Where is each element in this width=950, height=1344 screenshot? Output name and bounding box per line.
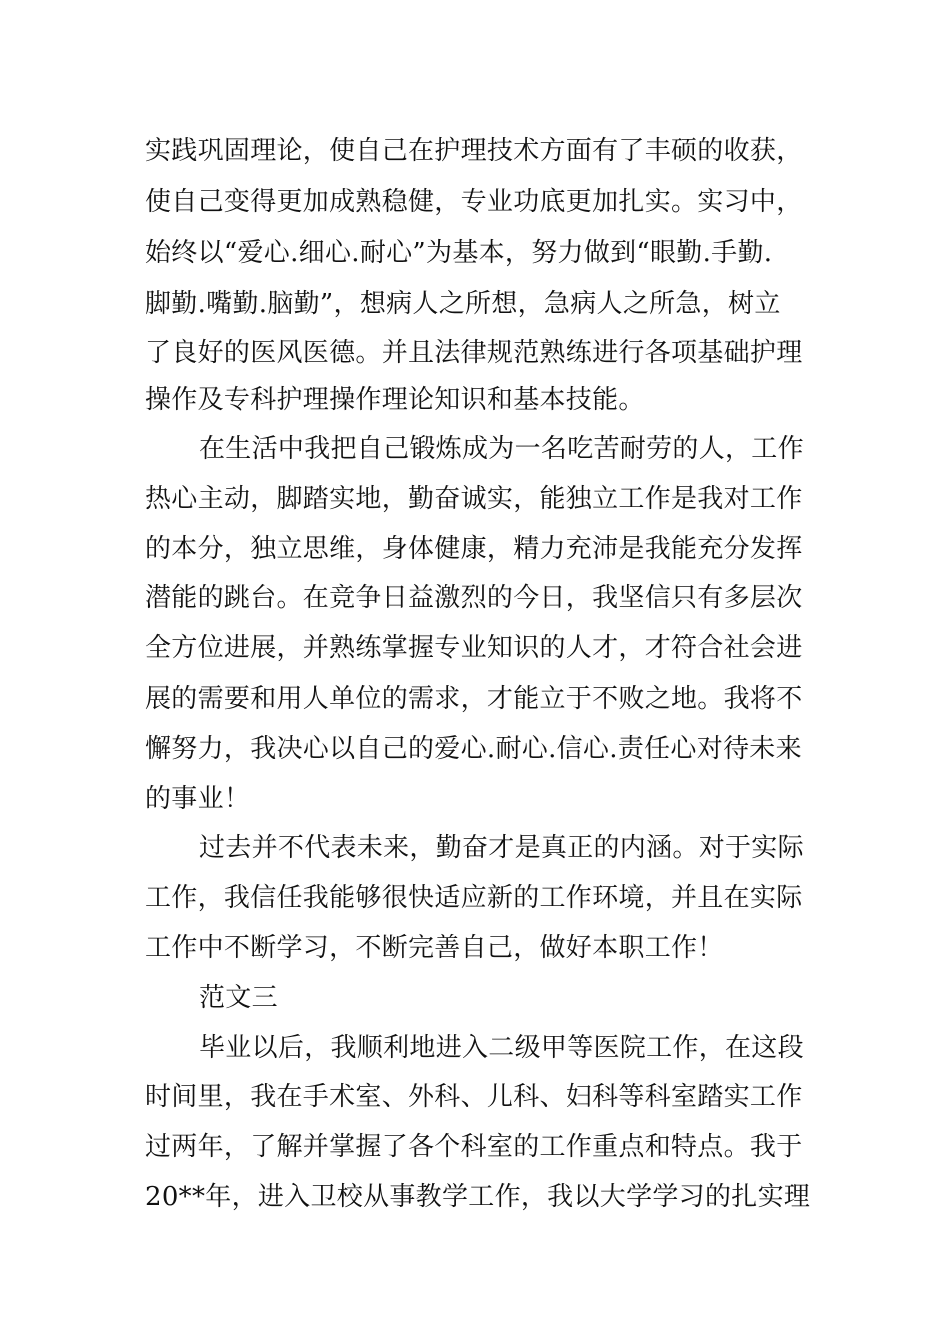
paragraph-1-line-3: 始终以“爱心.细心.耐心”为基本，努力做到“眼勤.手勤.	[145, 238, 773, 268]
paragraph-2-line-4: 潜能的跳台。在竞争日益激烈的今日，我坚信只有多层次	[145, 583, 803, 613]
paragraph-3-line-3: 工作中不断学习，不断完善自己，做好本职工作！	[145, 933, 724, 963]
paragraph-4-line-4: 20**年，进入卫校从事教学工作，我以大学学习的扎实理	[145, 1182, 811, 1212]
paragraph-2-line-7: 懈努力，我决心以自己的爱心.耐心.信心.责任心对待未来	[145, 734, 802, 764]
paragraph-1-line-4: 脚勤.嘴勤.脑勤”，想病人之所想，急病人之所急，树立	[145, 289, 781, 319]
paragraph-1-line-6: 操作及专科护理操作理论知识和基本技能。	[145, 385, 645, 415]
paragraph-2-line-1: 在生活中我把自己锻炼成为一名吃苦耐劳的人，工作	[199, 434, 804, 464]
paragraph-3-line-1: 过去并不代表未来，勤奋才是真正的内涵。对于实际	[199, 833, 804, 863]
paragraph-4-line-2: 时间里，我在手术室、外科、儿科、妇科等科室踏实工作	[145, 1082, 803, 1112]
paragraph-2-line-3: 的本分，独立思维，身体健康，精力充沛是我能充分发挥	[145, 534, 803, 564]
paragraph-4-line-3: 过两年，了解并掌握了各个科室的工作重点和特点。我于	[145, 1132, 803, 1162]
paragraph-2-line-2: 热心主动，脚踏实地，勤奋诚实，能独立工作是我对工作	[145, 484, 803, 514]
paragraph-2-line-6: 展的需要和用人单位的需求，才能立于不败之地。我将不	[145, 684, 803, 714]
paragraph-2-line-5: 全方位进展，并熟练掌握专业知识的人才，才符合社会进	[145, 633, 803, 663]
paragraph-4-line-1: 毕业以后，我顺利地进入二级甲等医院工作，在这段	[199, 1033, 804, 1063]
paragraph-1-line-2: 使自己变得更加成熟稳健，专业功底更加扎实。实习中，	[145, 187, 803, 217]
paragraph-2-line-8: 的事业！	[145, 784, 251, 814]
paragraph-1-line-5: 了良好的医风医德。并且法律规范熟练进行各项基础护理	[145, 338, 803, 368]
paragraph-3-line-2: 工作，我信任我能够很快适应新的工作环境，并且在实际	[145, 883, 803, 913]
paragraph-1-line-1: 实践巩固理论，使自己在护理技术方面有了丰硕的收获，	[145, 136, 803, 166]
section-heading: 范文三	[199, 983, 278, 1013]
